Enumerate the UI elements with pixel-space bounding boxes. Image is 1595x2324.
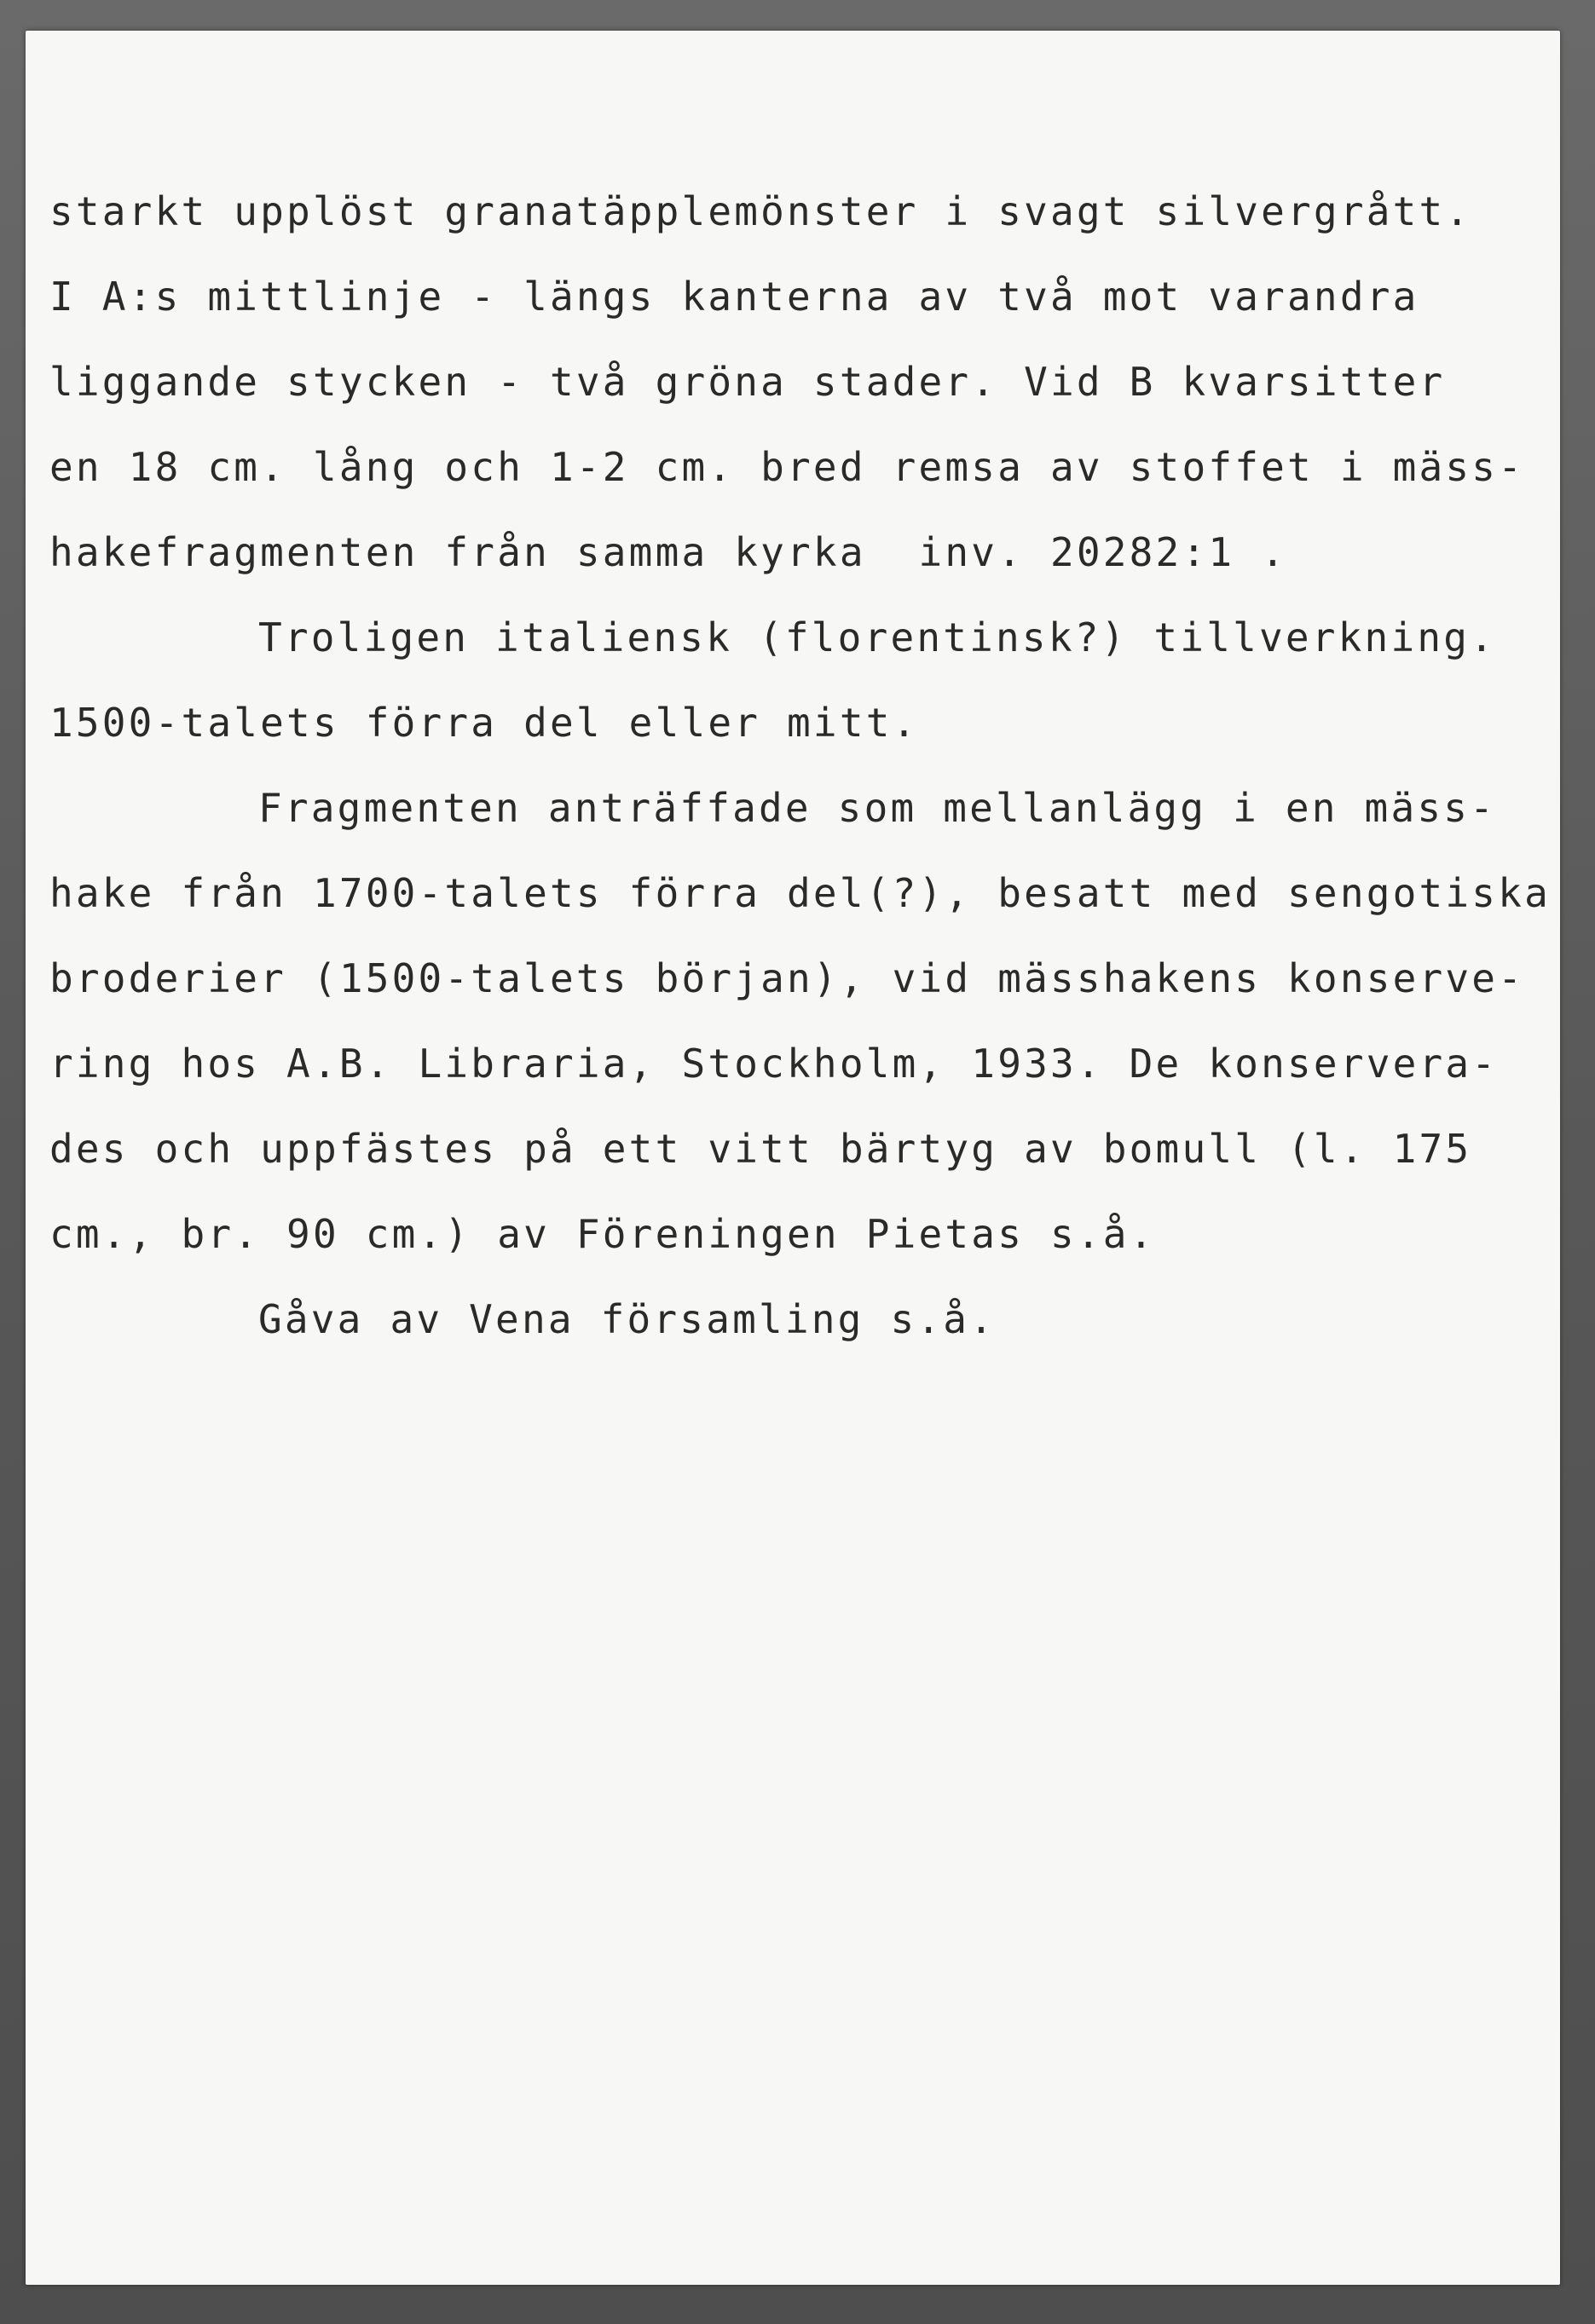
archive-card <box>26 31 1560 2285</box>
text-line: en 18 cm. lång och 1-2 cm. bred remsa av stoffet i mäss- <box>49 444 1525 490</box>
text-line: ring hos A.B. Libraria, Stockholm, 1933. De konservera- <box>49 1041 1499 1087</box>
text-line: Troligen italiensk (florentinsk?) tillverkning. <box>258 614 1497 660</box>
text-line: liggande stycken - två gröna stader. Vid B kvarsitter <box>49 359 1446 405</box>
text-line: starkt upplöst granatäpplemönster i svagt silvergrått. <box>49 188 1472 234</box>
text-line: hake från 1700-talets förra del(?), besatt med sengotiska <box>49 870 1551 916</box>
text-line: broderier (1500-talets början), vid mässhakens konserve- <box>49 955 1525 1001</box>
text-line: hakefragmenten från samma kyrka inv. 20282:1 . <box>49 529 1288 575</box>
text-line: des och uppfästes på ett vitt bärtyg av bomull (l. 175 <box>49 1126 1472 1172</box>
text-line: 1500-talets förra del eller mitt. <box>49 700 919 746</box>
text-line: cm., br. 90 cm.) av Föreningen Pietas s.å. <box>49 1211 1156 1257</box>
text-line: Fragmenten anträffade som mellanlägg i en mäss- <box>258 785 1497 831</box>
text-line: Gåva av Vena församling s.å. <box>258 1296 997 1342</box>
text-line: I A:s mittlinje - längs kanterna av två mot varandra <box>49 274 1419 320</box>
